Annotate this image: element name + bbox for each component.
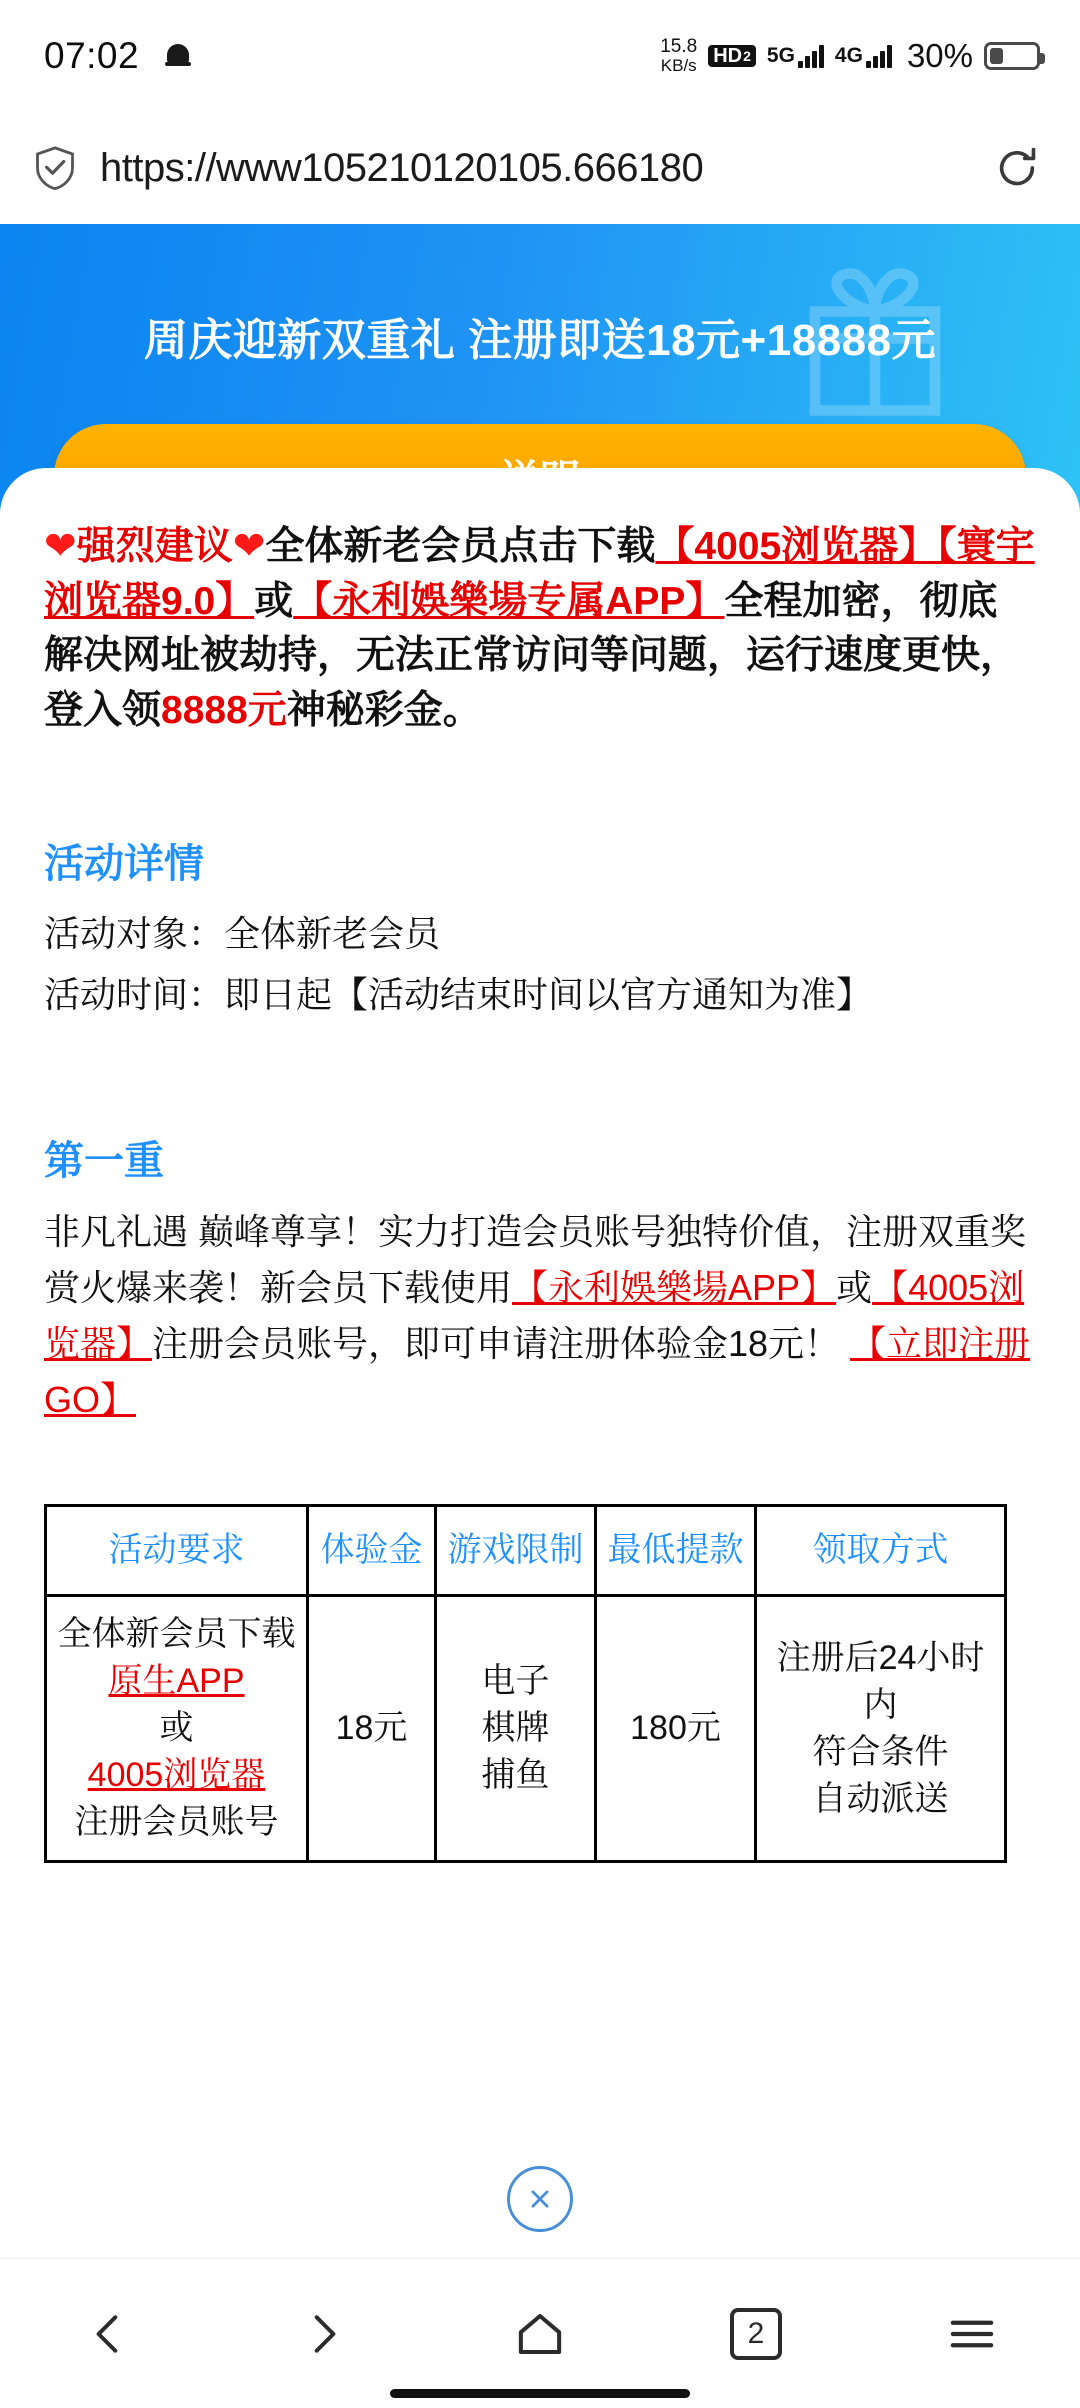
battery-icon: [984, 42, 1040, 70]
network-speed-indicator: [660, 37, 697, 75]
signal-4g-bars: [866, 44, 892, 68]
signal-5g-icon: [767, 44, 824, 68]
lead-seg3: 或: [254, 579, 294, 623]
game-limit-line2: 棋牌: [481, 1709, 550, 1748]
tabs-button[interactable]: [686, 2308, 826, 2360]
bell-icon: [165, 42, 191, 70]
requirement-link-4005-browser[interactable]: 4005浏览器: [87, 1756, 266, 1795]
back-button[interactable]: [38, 2309, 178, 2359]
hd-sub: 2: [743, 48, 751, 64]
table-cell-game-limit: [436, 1596, 596, 1862]
home-icon: [513, 2307, 567, 2361]
status-clock: 07:02: [44, 35, 140, 76]
close-circle-icon[interactable]: [507, 2166, 573, 2232]
section-title-first-tier: 第一重: [44, 1138, 164, 1183]
table-header-claim-method: 领取方式: [756, 1506, 1006, 1596]
requirement-pre: 全体新会员下载: [57, 1615, 296, 1654]
lead-seg2: 全体新老会员点击下载: [265, 525, 656, 568]
chevron-left-icon: [83, 2309, 133, 2359]
hd-voice-icon: [708, 45, 756, 67]
requirement-link-native-app[interactable]: 原生APP: [108, 1662, 245, 1701]
lead-seg5: 神秘彩金。: [286, 688, 482, 732]
reload-icon[interactable]: [994, 145, 1040, 191]
status-bar-left: [44, 35, 191, 77]
status-bar: [0, 0, 1080, 112]
heart-icon-left: ❤: [44, 525, 77, 568]
chevron-right-icon: [299, 2309, 349, 2359]
signal-5g-bars: [798, 44, 824, 68]
web-page-content: [0, 224, 1080, 2258]
forward-button[interactable]: [254, 2309, 394, 2359]
battery-percent: 30%: [906, 37, 973, 74]
claim-line2: 符合条件: [812, 1732, 949, 1771]
heart-icon-right: ❤: [232, 525, 266, 568]
hamburger-menu-icon: [945, 2307, 999, 2361]
first-tier-text-2: 或: [836, 1266, 873, 1308]
lead-seg4: 全程加密，彻底解决网址被劫持，无法正常访问等问题，运行速度更快，登入领: [44, 579, 1020, 732]
lead-link-app[interactable]: 【永利娛樂場专属APP】: [293, 579, 725, 623]
browser-nav-bar: [0, 2258, 1080, 2408]
promo-table: [44, 1504, 1007, 1862]
table-cell-requirement: [46, 1596, 308, 1862]
menu-button[interactable]: [902, 2307, 1042, 2361]
home-button[interactable]: [470, 2307, 610, 2361]
first-tier-text-3: 注册会员账号，即可申请注册体验金18元！: [152, 1323, 841, 1365]
first-tier-body: [44, 1204, 1036, 1429]
section-title-activity-details: 活动详情: [44, 842, 204, 887]
table-header-game-limit: 游戏限制: [436, 1506, 596, 1596]
signal-5g-label: 5G: [766, 44, 795, 67]
lead-paragraph: [44, 520, 1036, 738]
banner-title: 周庆迎新双重礼 注册即送18元+18888元: [143, 316, 937, 365]
game-limit-line1: 电子: [481, 1662, 550, 1701]
game-limit-line3: 捕鱼: [481, 1756, 550, 1795]
shield-check-icon: [34, 145, 76, 191]
tab-count-icon[interactable]: 2: [730, 2308, 782, 2360]
first-tier-text-1: 非凡礼遇 巅峰尊享！实力打造会员账号独特价值，注册双重奖赏火爆来袭！新会员下载使用: [44, 1210, 1027, 1308]
browser-address-bar[interactable]: [0, 112, 1080, 224]
register-now-link[interactable]: 【立即注册 GO】: [44, 1323, 1031, 1421]
table-header-requirement: 活动要求: [46, 1506, 308, 1596]
claim-line1: 注册后24小时内: [776, 1638, 985, 1724]
network-speed-unit: KB/s: [660, 56, 697, 76]
table-cell-claim-method: [756, 1596, 1006, 1862]
lead-link-4005[interactable]: 【4005浏览器】【寰宇浏览器9.0】: [44, 525, 1035, 623]
first-tier-link-4005[interactable]: 【4005浏览器】: [44, 1266, 1025, 1365]
table-header-bonus: 体验金: [308, 1506, 436, 1596]
first-tier-link-app[interactable]: 【永利娛樂場APP】: [512, 1266, 837, 1308]
signal-4g-label: 4G: [834, 44, 863, 67]
activity-target-line: 活动对象：全体新老会员: [44, 913, 441, 955]
activity-time-line: 活动时间：即日起【活动结束时间以官方通知为准】: [44, 974, 873, 1016]
status-bar-right: [660, 37, 1040, 75]
table-header-min-withdraw: 最低提款: [596, 1506, 756, 1596]
network-speed-value: 15.8: [660, 36, 698, 58]
signal-4g-icon: [835, 44, 892, 68]
table-cell-bonus: 18元: [308, 1596, 436, 1862]
url-text[interactable]: https://www105210120105.666180: [100, 145, 704, 190]
requirement-mid: 或: [159, 1709, 194, 1748]
hd-label: HD: [713, 45, 743, 67]
lead-amount: 8888元: [161, 688, 287, 732]
content-sheet: [0, 468, 1080, 1863]
claim-line3: 自动派送: [812, 1779, 949, 1818]
table-cell-min-withdraw: 180元: [596, 1596, 756, 1862]
table-row: [46, 1596, 1006, 1862]
lead-seg1: 强烈建议: [76, 525, 233, 568]
gesture-bar: [390, 2389, 690, 2398]
table-header-row: [46, 1506, 1006, 1596]
requirement-post: 注册会员账号: [74, 1802, 279, 1841]
